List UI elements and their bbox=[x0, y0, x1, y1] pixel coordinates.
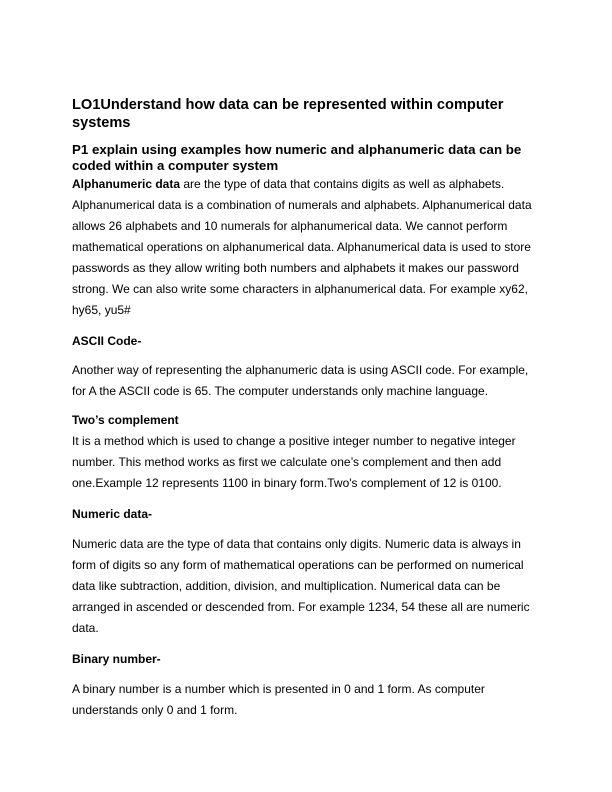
document-page bbox=[72, 96, 538, 721]
document-subtitle: P1 explain using examples how numeric and alphanumeric data can be coded within a computer system bbox=[72, 142, 522, 173]
numeric-heading: Numeric data- bbox=[72, 507, 153, 521]
binary-paragraph: A binary number is a number which is presented in 0 and 1 form. As computer understands only 0 and 1 form. bbox=[72, 682, 485, 717]
document-title: LO1Understand how data can be represented within computer systems bbox=[72, 97, 504, 131]
alphanumeric-text: are the type of data that contains digits as well as alphabets. Alphanumerical data is a combination of numerals and alphabets. Alphanumerical data allows 26 alphabets and 10 numerals for alphanumerical data. We cannot perform mathematical operations on alphanumerical data. Alphanumerical data is used to store passwords as they allow writing both numbers and alphabets it makes our password strong. We can also write some characters in alphanumerical data. For example xy62, hy65, yu5# bbox=[72, 177, 532, 317]
ascii-paragraph: Another way of representing the alphanumeric data is using ASCII code. For example, for A the ASCII code is 65. The computer understands only machine language. bbox=[72, 363, 529, 398]
numeric-paragraph: Numeric data are the type of data that contains only digits. Numeric data is always in form of digits so any form of mathematical operations can be performed on numerical data like subtraction, addition, division, and multiplication. Numerical data can be arranged in ascended or descended from. For example 1234, 54 these all are numeric data. bbox=[72, 537, 530, 635]
alphanumeric-paragraph bbox=[72, 174, 538, 321]
ascii-heading: ASCII Code- bbox=[72, 334, 142, 348]
twos-complement-paragraph: It is a method which is used to change a positive integer number to negative integer number. This method works as first we calculate one’s complement and then add one.Example 12 represents 1100 in binary form.Two's complement of 12 is 0100. bbox=[72, 434, 516, 490]
twos-complement-heading: Two’s complement bbox=[72, 413, 179, 427]
binary-heading: Binary number- bbox=[72, 652, 161, 666]
alphanumeric-lead: Alphanumeric data bbox=[72, 177, 181, 191]
